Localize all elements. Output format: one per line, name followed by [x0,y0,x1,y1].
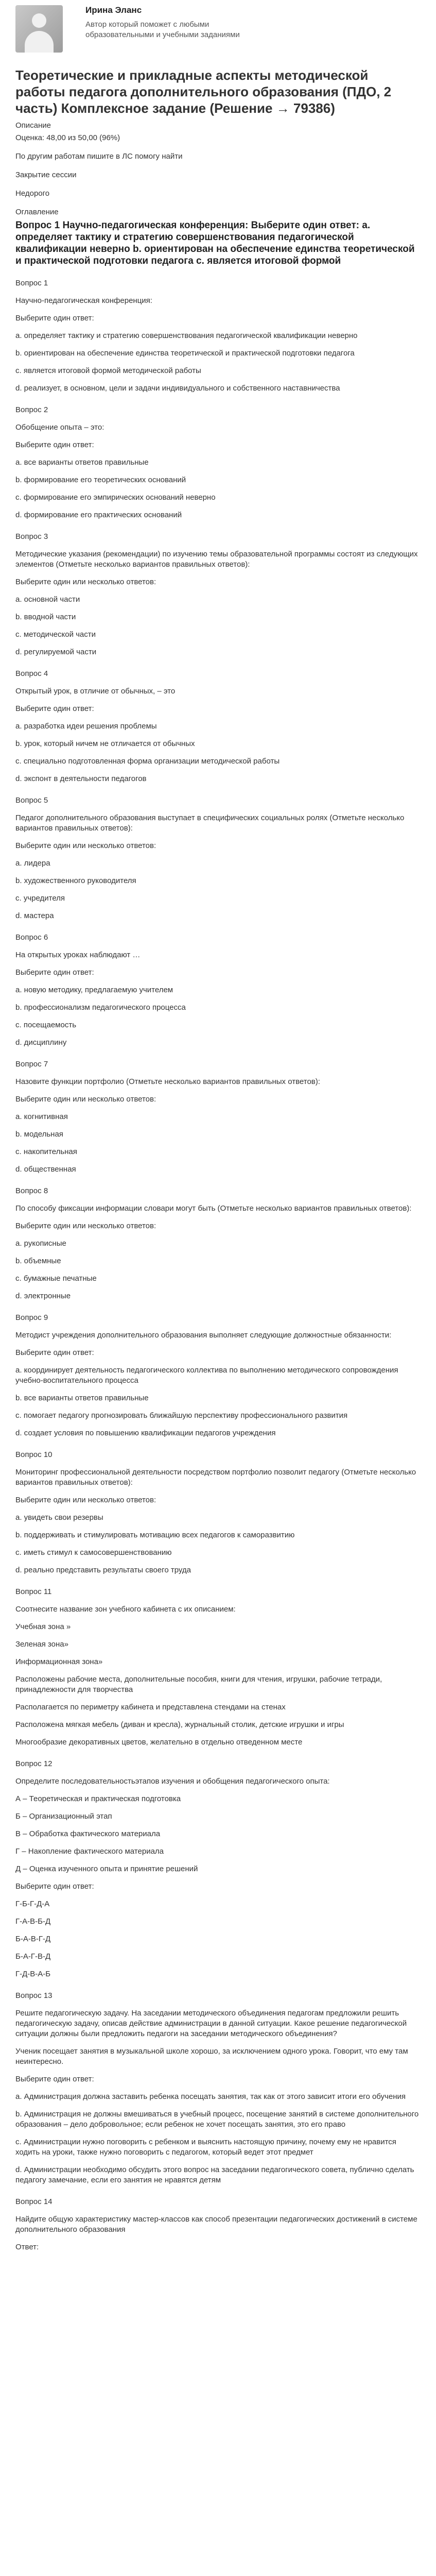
answer-option: Г-Д-В-А-Б [15,1970,51,1978]
answer-prompt: Выберите один или несколько ответов: [15,1222,156,1230]
answer-prompt: Выберите один ответ: [15,440,94,449]
question-text: В – Обработка фактического материала [15,1829,161,1838]
answer-option: Б-А-Г-В-Д [15,1952,51,1961]
question-text: Назовите функции портфолио (Отметьте несколько вариантов правильных ответов): [15,1077,320,1086]
question-number: Вопрос 12 [15,1759,53,1768]
question-text: Методист учреждения дополнительного образования выполняет следующие должностные обязанности: [15,1331,392,1340]
rating-text: Оценка: 48,00 из 50,00 (96%) [15,133,120,142]
answer-prompt: Выберите один или несколько ответов: [15,578,156,586]
answer-option: d. Администрации необходимо обсудить этого вопрос на заседании педагогического совета, публично сделать педагогу замечание, если его занятия не нравятся детям [15,2165,414,2184]
question-text: Располагается по периметру кабинета и представлена стендами на стенах [15,1703,286,1711]
question-number: Вопрос 10 [15,1450,53,1459]
question-text: Информационная зона» [15,1657,103,1666]
answer-option: b. объемные [15,1257,61,1265]
answer-option: c. Администрации нужно поговорить с ребенком и выяснить настоящую причину, почему ему не нравится ходить на уроки, также нужно поговорить с педагогом, который ведет этот предмет [15,2138,396,2157]
answer-option: d. общественная [15,1165,76,1174]
question-number: Вопрос 5 [15,796,48,805]
question-text: По способу фиксации информации словари могут быть (Отметьте несколько вариантов правильных ответов): [15,1204,412,1213]
answer-option: b. поддерживать и стимулировать мотивацию всех педагогов к саморазвитию [15,1531,295,1539]
answer-option: b. урок, который ничем не отличается от обычных [15,739,195,748]
answer-option: b. все варианты ответов правильные [15,1394,149,1402]
question-number: Вопрос 3 [15,532,48,541]
answer-option: a. лидера [15,859,50,868]
answer-option: c. посещаемость [15,1021,77,1029]
question-block [15,1186,421,1301]
question-text: Многообразие декоративных цветов, желательно в отдельно отведенном месте [15,1738,303,1747]
answer-option: a. когнитивная [15,1112,68,1121]
question-block [15,1450,421,1575]
answer-option: d. реально представить результаты своего труда [15,1566,191,1574]
answer-option: d. регулируемой части [15,648,97,656]
question-text: Расположены рабочие места, дополнительные пособия, книги для чтения, игрушки, рабочие тетради, принадлежности для творчества [15,1675,382,1694]
answer-option: d. формирование его практических оснований [15,511,182,519]
answer-option: a. новую методику, предлагаемую учителем [15,986,173,994]
answer-option: a. определяет тактику и стратегию совершенствования педагогической квалификации неверно [15,331,358,340]
answer-option: d. мастера [15,911,54,920]
author-avatar[interactable] [15,5,63,53]
answer-option: c. иметь стимул к самосовершенствованию [15,1548,172,1557]
answer-option: d. реализует, в основном, цели и задачи индивидуального и собственного наставничества [15,384,340,393]
question-block [15,795,421,921]
question-block [15,1059,421,1175]
session-closing-text: Закрытие сессии [15,171,77,179]
question-text: Найдите общую характеристику мастер-классов как способ презентации педагогических достижений в системе дополнительного образования [15,2215,417,2234]
question-text: Решите педагогическую задачу. На заседании методического объединения педагогам предложили решить педагогическую задачу, описав действие администрации в данной ситуации. Какое решение педагогической ситуации должны были предложить педагоги на заседании методического объединения? [15,2009,407,2038]
answer-option: a. основной части [15,595,80,604]
question-number: Вопрос 1 [15,279,48,287]
question-block [15,669,421,784]
answer-option: b. ориентирован на обеспечение единства теоретической и практической подготовки педагога [15,349,355,358]
answer-option: b. профессионализм педагогического процесса [15,1003,186,1012]
question-text: Соотнесите название зон учебного кабинета с их описанием: [15,1605,236,1614]
answer-option: b. формирование его теоретических оснований [15,476,186,484]
answer-prompt: Выберите один ответ: [15,1348,94,1357]
question-number: Вопрос 13 [15,1991,53,2000]
question-text: Б – Организационный этап [15,1812,112,1821]
question-number: Вопрос 6 [15,933,48,942]
answer-option: b. модельная [15,1130,63,1139]
question-block [15,405,421,520]
question-text: А – Теоретическая и практическая подготовка [15,1794,181,1803]
question-text: Обобщение опыта – это: [15,423,104,432]
answer-option: c. помогает педагогу прогнозировать ближайшую перспективу профессионального развития [15,1411,348,1420]
answer-option: a. Администрация должна заставить ребенка посещать занятия, так как от этого зависит итоги его обучения [15,2092,406,2101]
question-text: Г – Накопление фактического материала [15,1847,164,1856]
answer-prompt: Выберите один ответ: [15,2075,94,2083]
answer-option: d. экспонт в деятельности педагогов [15,774,147,783]
answer-option: c. является итоговой формой методической работы [15,366,201,375]
question-number: Вопрос 9 [15,1313,48,1322]
question-block [15,278,421,394]
answer-option: c. накопительная [15,1147,77,1156]
answer-prompt: Выберите один ответ: [15,1882,94,1891]
question-text: Открытый урок, в отличие от обычных, – это [15,687,176,696]
question-block [15,532,421,657]
price-text: Недорого [15,189,50,198]
author-description: Автор который поможет с любыми образовательными и учебными заданиями [85,20,240,39]
answer-option: c. методической части [15,630,96,639]
answer-option: d. создает условия по повышению квалификации педагогов учреждения [15,1429,276,1437]
answer-prompt: Выберите один ответ: [15,968,94,977]
author-info [85,5,240,40]
answer-option: c. формирование его эмпирических оснований неверно [15,493,216,502]
answer-prompt: Выберите один или несколько ответов: [15,1496,156,1504]
question-number: Вопрос 4 [15,669,48,678]
answer-prompt: Выберите один или несколько ответов: [15,841,156,850]
question-text: Определите последовательностьэтапов изучения и обобщения педагогического опыта: [15,1777,330,1786]
question-text: Методические указания (рекомендации) по изучению темы образовательной программы состоят из следующих элементов (Отметьте несколько вариантов правильных ответов): [15,550,418,569]
answer-option: b. художественного руководителя [15,876,136,885]
answer-option: d. дисциплину [15,1038,67,1047]
question-text: Расположена мягкая мебель (диван и кресла), журнальный столик, детские игрушки и игры [15,1720,344,1729]
question-text: Мониторинг профессиональной деятельности посредством портфолио позволит педагогу (Отметьте несколько вариантов правильных ответов): [15,1468,416,1487]
questions-list [15,278,421,2252]
question-block [15,1587,421,1748]
answer-prompt: Выберите один или несколько ответов: [15,1095,156,1104]
answer-option: a. все варианты ответов правильные [15,458,149,467]
answer-option: a. рукописные [15,1239,66,1248]
question-block [15,933,421,1048]
answer-option: c. бумажные печатные [15,1274,97,1283]
description-label: Описание [15,121,51,130]
answer-option: d. электронные [15,1292,71,1300]
author-name[interactable]: Ирина Эланс [85,5,142,15]
question-text: На открытых уроках наблюдают … [15,951,141,959]
question-number: Вопрос 2 [15,405,48,414]
answer-option: c. специально подготовленная форма организации методической работы [15,757,280,766]
question-block [15,1759,421,1979]
question-text: Учебная зона » [15,1622,71,1631]
question-text: Научно-педагогическая конференция: [15,296,152,305]
answer-prompt: Ответ: [15,2243,39,2251]
answer-option: a. разработка идеи решения проблемы [15,722,157,731]
question-number: Вопрос 11 [15,1587,52,1596]
question-block [15,1991,421,2185]
answer-prompt: Выберите один ответ: [15,314,94,323]
question-block [15,2197,421,2252]
page-title: Теоретические и прикладные аспекты методической работы педагога дополнительного образования (ПДО, 2 часть) Комплексное задание (Решение → 79386) [15,67,392,116]
question-number: Вопрос 7 [15,1060,48,1069]
toc-label: Оглавление [15,208,59,216]
question-text: Педагог дополнительного образования выступает в специфических социальных ролях (Отметьте несколько вариантов правильных ответов): [15,814,405,833]
answer-prompt: Выберите один ответ: [15,704,94,713]
answer-option: Г-Б-Г-Д-А [15,1900,50,1908]
answer-option: Г-А-В-Б-Д [15,1917,51,1926]
question-number: Вопрос 14 [15,2197,53,2206]
question-text: Д – Оценка изученного опыта и принятие решений [15,1865,198,1873]
question-block [15,1313,421,1438]
answer-option: Б-А-В-Г-Д [15,1935,51,1943]
answer-option: a. увидеть свои резервы [15,1513,103,1522]
other-works-text: По другим работам пишите в ЛС помогу найти [15,152,183,161]
answer-option: b. Администрация не должны вмешиваться в учебный процесс, посещение занятий в системе дополнительного образования – дело добровольное; если ребенок не хочет посещать занятия, это его право [15,2110,419,2129]
question-text: Зеленая зона» [15,1640,68,1649]
question-number: Вопрос 8 [15,1187,48,1195]
answer-option: b. вводной части [15,613,76,621]
question-text: Ученик посещает занятия в музыкальной школе хорошо, за исключением одного урока. Говорит, что ему там неинтересно. [15,2047,408,2066]
answer-option: a. координирует деятельность педагогического коллектива по выполнению методического сопровождения учебно-воспитательного процесса [15,1366,398,1385]
question-1-heading: Вопрос 1 Научно-педагогическая конференция: Выберите один ответ: a. определяет тактику и стратегию совершенствования педагогической квалификации неверно b. ориентирован на обеспечение единства теоретической и практической подготовки педагога c. является итоговой формой [15,220,415,266]
author-card [15,0,421,53]
answer-option: c. учредителя [15,894,65,903]
